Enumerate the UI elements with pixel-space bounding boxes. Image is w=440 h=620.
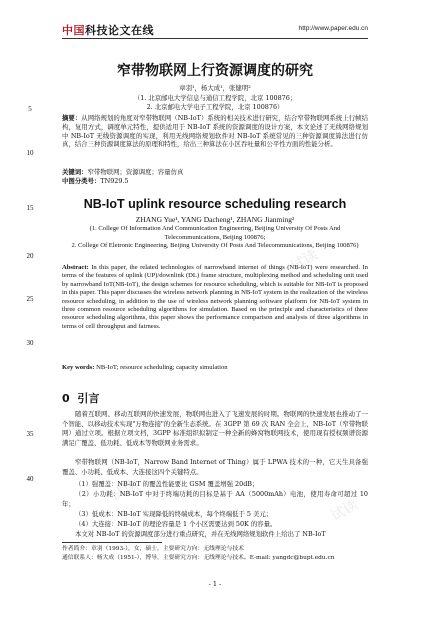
page-number: - 1 - — [208, 580, 222, 588]
authors-cn: 章羽¹，杨大成¹，张健明² — [179, 84, 251, 92]
affiliation-cn: （1. 北京邮电大学信息与通信工程学院，北京 100876； — [133, 94, 297, 102]
keywords-en-text: NB-IoT; resource scheduling; capacity simulation — [96, 364, 228, 371]
header-rule — [62, 38, 368, 39]
watermark: 试读 — [108, 476, 141, 505]
keywords-cn — [62, 168, 368, 177]
paper-title-en: NB-IoT uplink resource scheduling research — [83, 197, 347, 211]
footnote-rule — [62, 542, 162, 543]
abstract-cn-label: 摘要： — [62, 114, 82, 122]
list-item: （1）强覆盖：NB-IoT 的覆盖性能要比 GSM 覆盖增强 20dB； — [75, 480, 259, 488]
keywords-en — [62, 364, 368, 373]
affiliation-en-line: (1. College Of Information And Communication Engineering, Beijing University Of Posts And Telecommunications, Beijing 100876; — [89, 225, 341, 241]
abstract-en-label: Abstract: — [62, 264, 89, 271]
footnote-contact: 通信联系人：杨大成（1951-），博导，主要研究方向：无线理论与技术。E-mail: yangdc@bupt.edu.cn — [62, 555, 335, 561]
clc-text: TN929.5 — [100, 177, 129, 185]
watermark: 试读 — [98, 116, 131, 145]
list-item: （4）大连接：NB-IoT 的理论容量是 1 个小区需要达到 50K 的容量。 — [75, 520, 277, 528]
line-number: 5 — [28, 105, 32, 113]
logo-black-text: 科技论文在线 — [85, 24, 154, 37]
section-title: 引言 — [77, 392, 100, 405]
clc-label: 中图分类号： — [62, 177, 101, 185]
abstract-en — [62, 264, 368, 331]
site-logo — [62, 22, 154, 38]
line-number: 15 — [26, 204, 34, 212]
intro-paragraph: 随着互联网、移动互联网的快速发展，物联网也进入了飞速发展的时期。物联网的快速发展也推动了一个智能、以移动技术实现"万物连接"的全新生态系统。在 3GPP 第 69 次 RAN 全会上，NB-IoT（窄带物联网）通过立项。根据立项文档，3GPP 标准组织拟制定一种全新的蜂窝物联网技术，使用现有授权频谱资源满足广覆盖、低功耗、低成本等物联网业务需求。 — [62, 410, 368, 447]
affiliation-en — [62, 225, 368, 251]
line-number: 35 — [26, 430, 34, 438]
intro-paragraph: 本文对 NB-IoT 的资源调度部分进行重点研究，并在无线网络规划软件上给出了 NB-IoT — [75, 530, 326, 538]
section-heading — [62, 390, 99, 406]
authors-en: ZHANG Yue¹, YANG Dacheng¹, ZHANG Jianming² — [135, 215, 295, 224]
list-item: （2）小功耗：NB-IoT 中对于终端功耗的目标是基于 AA（5000mAh）电池，使用寿命可超过 10 年； — [62, 490, 368, 508]
affiliation-cn: 2. 北京邮电大学电子工程学院，北京 100876） — [146, 103, 284, 111]
abstract-cn-text: 从网络规划的角度对窄带物联网（NB-IoT）系统的相关技术进行研究，结合窄带物联网系统上行帧结构，复用方式，调度单元特性，提供适用于 NB-IoT 系统的资源调度的设计方案，本文论述了无线网络规划中 NB-IoT 无线资源调度的实现，利用无线网络规划软件对 NB-IoT 系统常见的三种资源调度算法进行仿真，结合三种资源调度算法的原理和特性，给出三种算法在小区吞吐量和公平性方面的性能分析。 — [62, 114, 369, 149]
classification-code — [62, 177, 368, 186]
line-number: 40 — [26, 475, 34, 483]
keywords-en-label: Key words: — [62, 364, 95, 371]
line-number: 20 — [26, 252, 34, 260]
logo-red-text: 中国 — [62, 24, 85, 37]
list-item: （3）低成本：NB-IoT 实现降低的终端成本，每个终端低于 5 美元； — [75, 510, 273, 518]
abstract-cn — [62, 114, 368, 149]
line-number: 10 — [26, 149, 34, 157]
header-url[interactable]: http://www.paper.edu.cn — [298, 25, 368, 32]
affiliation-en-line: 2. College Of Eletronic Engineering, Beijing University Of Posts And Telecommunications, Beijing 100876) — [71, 242, 359, 250]
watermark: 试读 — [328, 496, 361, 525]
section-number: 0 — [62, 392, 70, 405]
watermark: 试读 — [288, 246, 321, 275]
keywords-cn-label: 关键词： — [62, 168, 88, 176]
abstract-en-text: In this paper, the related technologies of narrowband internet of things (NB-IoT) were researched. In terms of the features of uplink (UP)/downlink (DL) frame structure, multiplexing method and scheduling unit used by narrowband IoT(NB-IoT), the design schemes for resource scheduling, which is suitable for NB-IoT is proposed in this paper. This paper discusses the wireless network planning in NB-IoT system in the realization of the wireless resource scheduling, in addition to the use of wireless network planning software platform for NB-IoT system in three common resource scheduling algorithms for simulation. Based on the principle and characteristics of three resource scheduling algorithms, this paper shows the performance comparison and analysis of three algorithms in terms of cell throughput and fairness. — [62, 264, 368, 330]
line-number: 30 — [26, 339, 34, 347]
paper-title-cn: 窄带物联网上行资源调度的研究 — [117, 63, 313, 79]
keywords-cn-text: 窄带物联网；资源调度；容量仿真 — [87, 168, 184, 176]
intro-paragraph: 窄带物联网（NB-IoT，Narrow Band Internet of Thing）属于 LPWA 技术的一种，它天生具备强覆盖、小功耗、低成本、大连接这四个关键特点。 — [62, 458, 368, 476]
line-number: 25 — [26, 295, 34, 303]
footnote-author: 作者简介：章羽（1993-），女，硕士，主要研究方向：无线理论与技术 — [62, 546, 244, 552]
